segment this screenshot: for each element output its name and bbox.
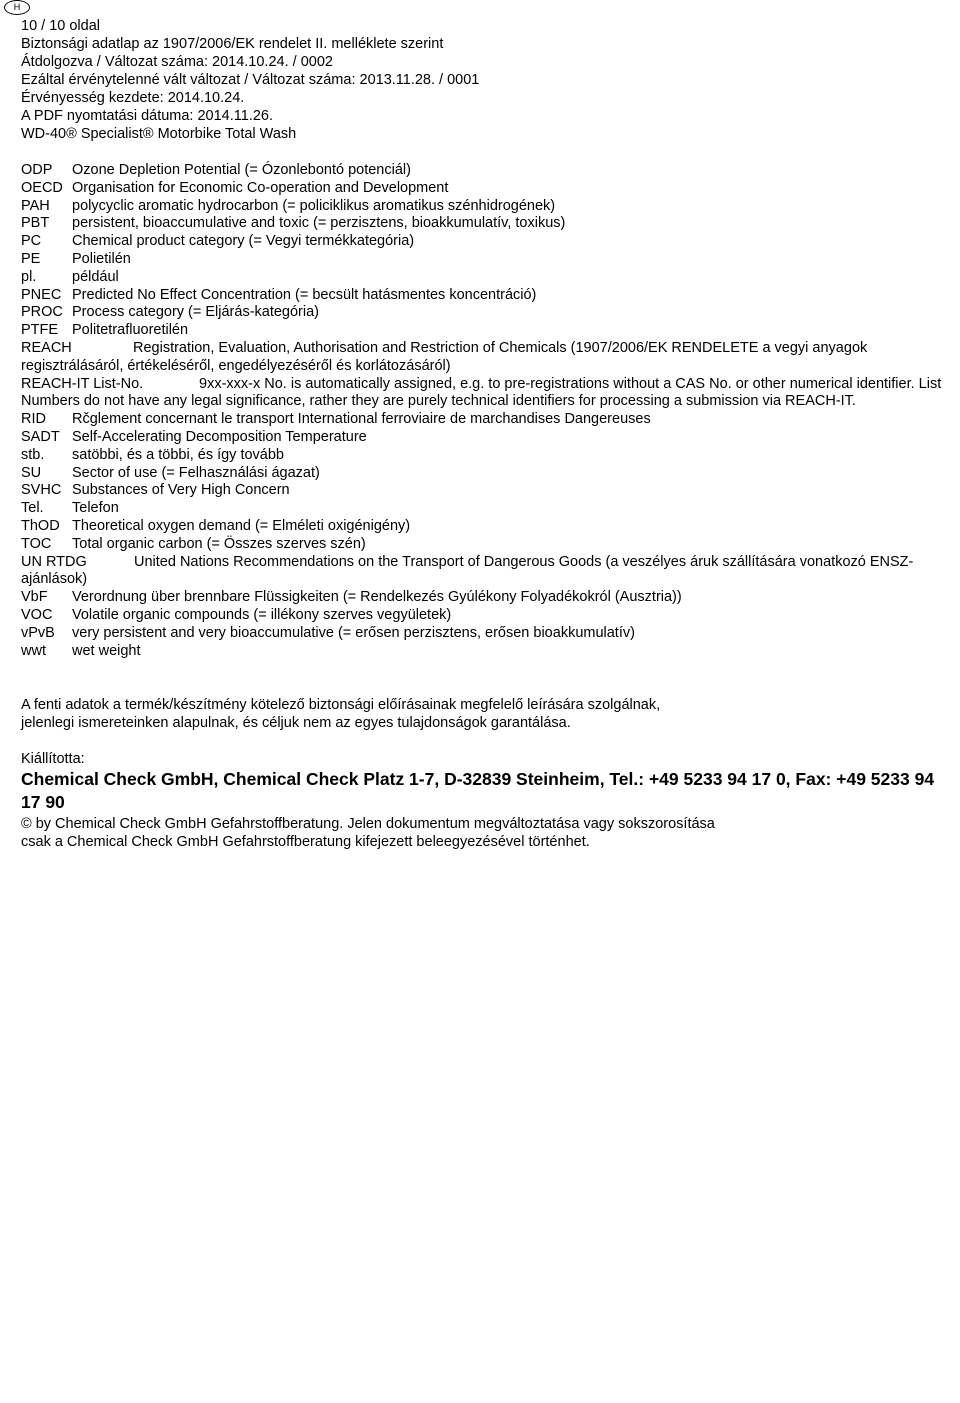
- abbrev-key: OECD: [21, 179, 63, 196]
- abbrev-value: very persistent and very bioaccumulative (= erősen perzisztens, erősen bioakkumulatív): [72, 624, 635, 641]
- abbrev-value: Politetrafluoretilén: [72, 322, 189, 339]
- abbrev-value: polycyclic aromatic hydrocarbon (= policiklikus aromatikus szénhidrogének): [72, 197, 556, 214]
- abbrev-key: REACH: [21, 339, 72, 356]
- abbrev-value: például: [72, 268, 119, 285]
- abbrev-key: PE: [21, 250, 41, 267]
- abbrev-value: Sector of use (= Felhasználási ágazat): [72, 464, 320, 481]
- abbrev-key: SU: [21, 464, 42, 481]
- valid-from-line: Érvényesség kezdete: 2014.10.24.: [21, 90, 245, 106]
- abbrev-row: [21, 607, 946, 625]
- abbrev-key: PAH: [21, 197, 50, 214]
- copyright-notice: [21, 815, 715, 851]
- abbrev-key: VbF: [21, 589, 48, 606]
- abbrev-value: Process category (= Eljárás-kategória): [72, 304, 320, 321]
- abbrev-row-un-rtdg: [21, 554, 946, 590]
- abbrev-row: [21, 233, 946, 251]
- abbrev-value: Substances of Very High Concern: [72, 482, 290, 499]
- abbrev-value: Rčglement concernant le transport International ferroviaire de marchandises Dangereuses: [72, 411, 651, 428]
- abbrev-key: VOC: [21, 606, 53, 623]
- abbrev-value: Chemical product category (= Vegyi termékkategória): [72, 233, 415, 250]
- abbrev-row: [21, 411, 946, 429]
- abbrev-key: TOC: [21, 535, 52, 552]
- abbrev-key: wwt: [21, 642, 46, 659]
- abbrev-key: PTFE: [21, 322, 59, 339]
- abbrev-row: [21, 518, 946, 536]
- abbrev-row: [21, 287, 946, 305]
- abbrev-key: Tel.: [21, 500, 44, 517]
- abbrev-row: [21, 269, 946, 287]
- abbrev-value: United Nations Recommendations on the Transport of Dangerous Goods (a veszélyes áruk szállítására vonatkozó ENSZ-ajánlások): [21, 553, 914, 588]
- abbrev-key: RID: [21, 411, 46, 428]
- abbrev-key: SADT: [21, 428, 60, 445]
- page-number: 10 / 10 oldal: [21, 18, 101, 34]
- abbrev-row: [21, 162, 946, 180]
- abbrev-value: Theoretical oxygen demand (= Elméleti oxigénigény): [72, 517, 411, 534]
- copyright-line: csak a Chemical Check GmbH Gefahrstoffberatung kifejezett beleegyezésével történhet.: [21, 834, 590, 850]
- abbrev-value: satöbbi, és a többi, és így tovább: [72, 446, 284, 463]
- pdf-date-line: A PDF nyomtatási dátuma: 2014.11.26.: [21, 108, 274, 124]
- abbrev-value: Ozone Depletion Potential (= Ózonlebontó potenciál): [72, 162, 411, 178]
- abbrev-value: Organisation for Economic Co-operation and Development: [72, 179, 449, 196]
- abbreviation-list: [21, 162, 946, 660]
- abbrev-key: stb.: [21, 446, 45, 463]
- abbrev-row-reach-it: [21, 376, 946, 412]
- abbrev-row: [21, 536, 946, 554]
- abbrev-value: Registration, Evaluation, Authorisation and Restriction of Chemicals (1907/2006/EK RENDELETE a vegyi anyagok regisztrálásáról, értékeléséről, engedélyezéséről és korlátozásáról): [21, 339, 868, 374]
- revision-line: Átdolgozva / Változat száma: 2014.10.24. / 0002: [21, 54, 333, 70]
- issuer-name: Chemical Check GmbH, Chemical Check Platz 1-7, D-32839 Steinheim, Tel.: +49 5233 94 17 0, Fax: +49 5233 94 17 90: [21, 769, 935, 812]
- disclaimer: [21, 696, 660, 732]
- language-badge: H: [4, 0, 30, 15]
- abbrev-key: ODP: [21, 162, 53, 178]
- abbrev-row: [21, 643, 946, 661]
- copyright-line: © by Chemical Check GmbH Gefahrstoffberatung. Jelen dokumentum megváltoztatása vagy sokszorosítása: [21, 816, 715, 832]
- abbrev-value: Total organic carbon (= Összes szerves szén): [72, 535, 366, 552]
- disclaimer-line: A fenti adatok a termék/készítmény kötelező biztonsági előírásainak megfelelő leírására szolgálnak,: [21, 697, 661, 713]
- abbrev-key: PNEC: [21, 286, 62, 303]
- abbrev-row: [21, 465, 946, 483]
- abbrev-key: PBT: [21, 215, 50, 232]
- abbrev-row: [21, 589, 946, 607]
- abbrev-value: Self-Accelerating Decomposition Temperature: [72, 428, 367, 445]
- abbrev-key: PROC: [21, 304, 63, 321]
- abbrev-value: Telefon: [72, 500, 119, 517]
- abbrev-value: Predicted No Effect Concentration (= becsült hatásmentes koncentráció): [72, 286, 537, 303]
- abbrev-row: [21, 180, 946, 198]
- abbrev-value: Volatile organic compounds (= illékony szerves vegyületek): [72, 606, 452, 623]
- abbrev-value: wet weight: [72, 642, 141, 659]
- abbrev-row: [21, 500, 946, 518]
- abbrev-key: vPvB: [21, 624, 55, 641]
- abbrev-row: [21, 625, 946, 643]
- abbrev-row-reach: [21, 340, 946, 376]
- product-name: WD-40® Specialist® Motorbike Total Wash: [21, 126, 297, 142]
- abbrev-value: Polietilén: [72, 250, 131, 267]
- disclaimer-line: jelenlegi ismereteinken alapulnak, és céljuk nem az egyes tulajdonságok garantálása.: [21, 715, 571, 731]
- abbrev-row: [21, 198, 946, 216]
- abbrev-key: REACH-IT List-No.: [21, 375, 144, 392]
- abbrev-row: [21, 215, 946, 233]
- abbrev-key: UN RTDG: [21, 553, 87, 570]
- abbrev-key: SVHC: [21, 482, 62, 499]
- document-header: [21, 17, 479, 143]
- abbrev-row: [21, 251, 946, 269]
- issuer-label: Kiállította:: [21, 751, 85, 767]
- abbrev-row: [21, 429, 946, 447]
- superseded-line: Ezáltal érvénytelenné vált változat / Változat száma: 2013.11.28. / 0001: [21, 72, 480, 88]
- abbrev-key: pl.: [21, 268, 37, 285]
- abbrev-value: persistent, bioaccumulative and toxic (= perzisztens, bioakkumulatív, toxikus): [72, 215, 566, 232]
- issuer-block: [21, 750, 941, 814]
- abbrev-row: [21, 322, 946, 340]
- regulation-line: Biztonsági adatlap az 1907/2006/EK rendelet II. melléklete szerint: [21, 36, 444, 52]
- abbrev-key: ThOD: [21, 517, 60, 534]
- abbrev-row: [21, 482, 946, 500]
- abbrev-value: 9xx-xxx-x No. is automatically assigned, e.g. to pre-registrations without a CAS No. or other numerical identifier. List Numbers do not have any legal significance, rather they are purely technical identifiers for processing a submission via REACH-IT.: [21, 375, 942, 410]
- abbrev-value: Verordnung über brennbare Flüssigkeiten (= Rendelkezés Gyúlékony Folyadékokról (Ausztria)): [72, 589, 682, 606]
- abbrev-row: [21, 447, 946, 465]
- abbrev-row: [21, 304, 946, 322]
- abbrev-key: PC: [21, 233, 42, 250]
